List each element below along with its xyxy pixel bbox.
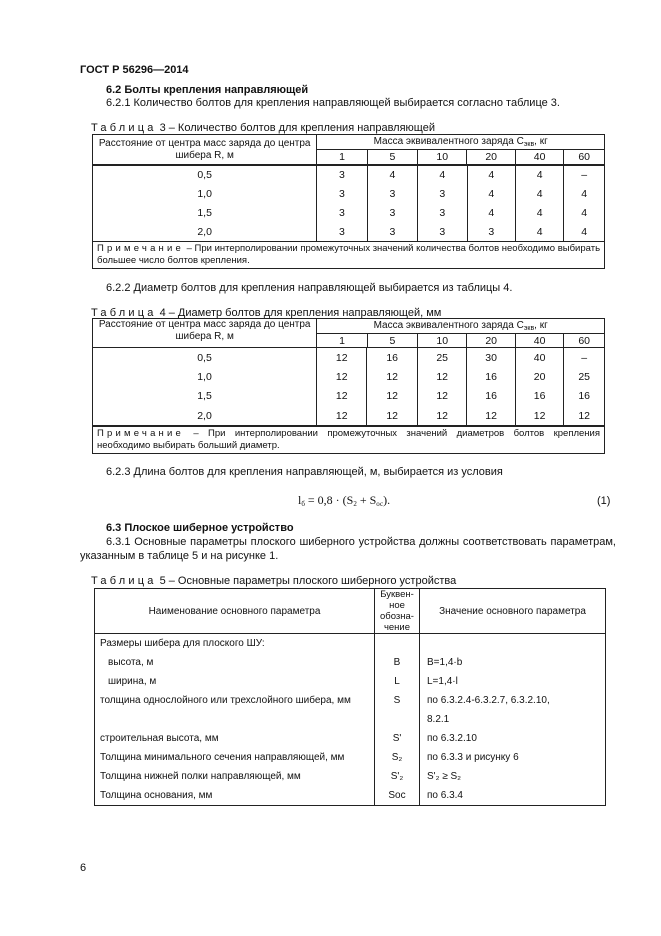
table-row [95,653,606,672]
row-value: 3 [418,185,467,204]
table-row [93,348,605,368]
row-value: 12 [564,406,605,426]
table-3-head-distance: Расстояние от центра масс заряда до центра шибера R, м [93,135,317,165]
table-5 [94,588,606,806]
row-value: 12 [367,367,417,387]
row-value: – [564,348,605,368]
row-value: 3 [317,204,367,223]
row-distance: 2,0 [93,406,317,426]
table-row [93,406,605,426]
param-symbol: S [375,691,420,710]
param-value [420,634,606,654]
param-symbol: S'₂ [375,767,420,786]
param-value: по 6.3.4 [420,786,606,806]
row-value: 4 [564,185,605,204]
row-value: 25 [564,367,605,387]
row-value: 12 [317,406,367,426]
row-value: 3 [367,185,417,204]
row-value: 3 [317,166,367,185]
table-row [93,223,605,242]
table-3-col: 10 [418,150,467,165]
row-value: 40 [515,348,563,368]
row-value: 12 [317,387,367,407]
table-4-note [92,426,605,454]
table-3-col: 40 [515,150,563,165]
row-value: 3 [317,223,367,242]
row-value: – [564,166,605,185]
table-3-col: 20 [467,150,515,165]
table-4-note-cell: Примечание – При интерполировании промежуточных значений диаметров болтов крепления необходимо выбирать больший диаметр. [93,427,605,454]
table-row [95,748,606,767]
row-value: 12 [317,367,367,387]
table-row [93,387,605,407]
table-3 [92,134,605,165]
table-4-col: 1 [317,334,367,348]
row-value: 4 [418,166,467,185]
row-distance: 1,0 [93,185,317,204]
row-value: 30 [467,348,515,368]
param-value: B=1,4·b [420,653,606,672]
row-value: 16 [515,387,563,407]
row-value: 12 [417,367,466,387]
table-row [93,204,605,223]
row-value: 3 [418,223,467,242]
param-name: Толщина основания, мм [95,786,375,806]
table-row [95,767,606,786]
row-value: 16 [467,387,515,407]
table-4-col: 40 [515,334,563,348]
table-row [95,710,606,729]
param-symbol: S' [375,729,420,748]
row-value: 12 [515,406,563,426]
param-value: 8.2.1 [420,710,606,729]
row-value: 4 [515,166,563,185]
caption-text: 3 – Количество болтов для крепления направляющей [156,122,436,134]
table-3-head-mass: Масса эквивалентного заряда $С_{экв}$, кг [317,135,605,150]
table-4-data [92,347,605,426]
row-value: 4 [515,204,563,223]
param-symbol [375,710,420,729]
table-3-data [92,165,605,242]
paragraph-6-2-2: 6.2.2 Диаметр болтов для крепления направляющей выбирается из таблицы 4. [106,282,513,294]
table-row [93,185,605,204]
paragraph-6-2-1: 6.2.1 Количество болтов для крепления направляющей выбирается согласно таблице 3. [106,97,560,109]
table-4 [92,318,605,348]
table-row [95,672,606,691]
param-symbol [375,634,420,654]
row-distance: 1,5 [93,204,317,223]
row-distance: 1,5 [93,387,317,407]
table-3-col: 60 [564,150,605,165]
table-row [95,691,606,710]
row-value: 4 [367,166,417,185]
page-number: 6 [80,862,87,874]
paragraph-6-3-1: 6.3.1 Основные параметры плоского шиберного устройства должны соответствовать параметрам, указанным в таблице 5 и на рисунке 1. [80,536,616,562]
row-value: 4 [564,223,605,242]
param-value: S'₂ ≥ S₂ [420,767,606,786]
table-row [95,634,606,654]
table-row [95,786,606,806]
param-symbol: Sос [375,786,420,806]
section-6-2-title: 6.2 Болты крепления направляющей [106,84,309,96]
table-5-head-symbol: Буквен-ное обозна-чение [375,589,420,634]
row-value: 12 [317,348,367,368]
table-4-head-distance: Расстояние от центра масс заряда до центра шибера R, м [93,319,317,348]
row-value: 4 [515,185,563,204]
row-value: 4 [515,223,563,242]
param-symbol: S₂ [375,748,420,767]
param-name: высота, м [95,653,375,672]
caption-word: Таблица [91,122,157,134]
param-name: Размеры шибера для плоского ШУ: [95,634,375,654]
param-value: L=1,4·l [420,672,606,691]
table-5-head-value: Значение основного параметра [420,589,606,634]
table-5-caption: Таблица 5 – Основные параметры плоского шиберного устройства [91,575,457,587]
table-row [95,729,606,748]
paragraph-6-2-3: 6.2.3 Длина болтов для крепления направляющей, м, выбирается из условия [106,466,503,478]
table-row [93,367,605,387]
document-header: ГОСТ Р 56296—2014 [80,64,189,76]
table-4-col: 60 [564,334,605,348]
row-value: 16 [467,367,515,387]
row-distance: 0,5 [93,348,317,368]
row-value: 3 [367,223,417,242]
row-value: 12 [467,406,515,426]
param-name [95,710,375,729]
row-value: 20 [515,367,563,387]
formula-number: (1) [597,495,611,507]
row-value: 16 [367,348,417,368]
table-3-col: 5 [367,150,417,165]
table-4-col: 5 [367,334,417,348]
table-3-note [92,241,605,269]
table-4-col: 20 [467,334,515,348]
row-value: 3 [367,204,417,223]
row-distance: 0,5 [93,166,317,185]
param-value: по 6.3.2.10 [420,729,606,748]
row-value: 3 [418,204,467,223]
row-value: 3 [317,185,367,204]
section-6-3-title: 6.3 Плоское шиберное устройство [106,522,294,534]
param-symbol: B [375,653,420,672]
row-distance: 1,0 [93,367,317,387]
param-name: Толщина нижней полки направляющей, мм [95,767,375,786]
row-value: 25 [417,348,466,368]
table-3-caption [91,122,435,134]
row-value: 4 [467,204,515,223]
table-4-col: 10 [418,334,467,348]
row-value: 3 [467,223,515,242]
param-name: строительная высота, мм [95,729,375,748]
row-value: 4 [564,204,605,223]
param-value: по 6.3.3 и рисунку 6 [420,748,606,767]
row-value: 4 [467,185,515,204]
table-3-note-cell: Примечание – При интерполировании промежуточных значений количества болтов необходимо выбирать большее число болтов крепления. [93,242,605,269]
table-4-caption: Таблица 4 – Диаметр болтов для крепления направляющей, мм [91,307,442,319]
table-row [93,166,605,185]
row-value: 12 [367,387,417,407]
param-value: по 6.3.2.4-6.3.2.7, 6.3.2.10, [420,691,606,710]
row-value: 12 [417,387,466,407]
row-value: 16 [564,387,605,407]
table-5-head-name: Наименование основного параметра [95,589,375,634]
table-4-head-mass: Масса эквивалентного заряда $С_{экв}$, кг [317,319,605,334]
param-name: Толщина минимального сечения направляющей, мм [95,748,375,767]
param-symbol: L [375,672,420,691]
row-value: 12 [417,406,466,426]
formula-bolt-length: $l_б = 0,8 \cdot (S_2 + S_{ос})$. [298,493,391,508]
row-value: 4 [467,166,515,185]
row-distance: 2,0 [93,223,317,242]
param-name: ширина, м [95,672,375,691]
row-value: 12 [367,406,417,426]
param-name: толщина однослойного или трехслойного шибера, мм [95,691,375,710]
table-3-col: 1 [317,150,367,165]
